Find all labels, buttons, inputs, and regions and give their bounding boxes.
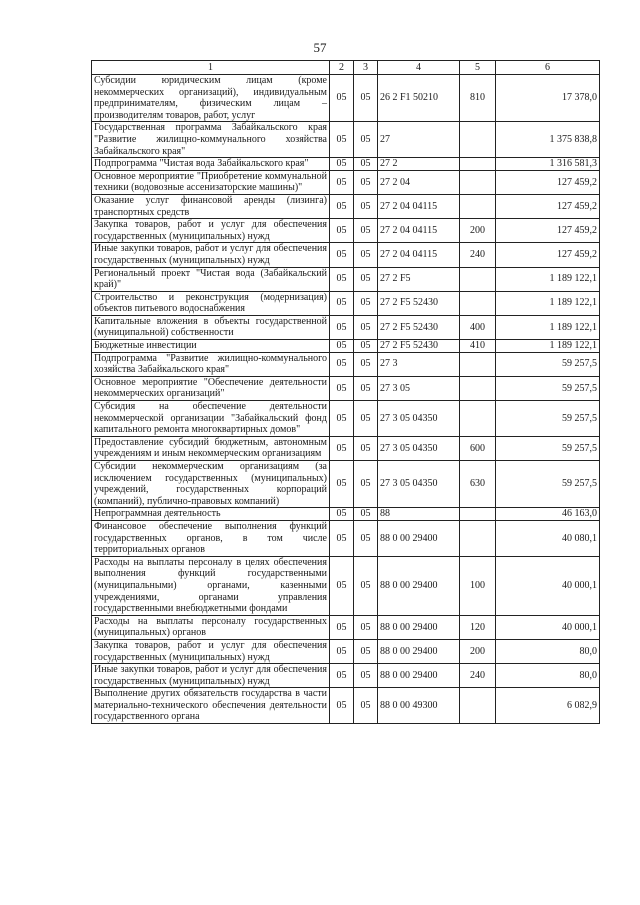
table-body [92, 75, 600, 724]
row-name-cell: Субсидия на обеспечение деятельности некоммерческой организации "Забайкальский фонд капитального ремонта многоквартирных домов" [92, 401, 330, 437]
table-row [92, 688, 600, 724]
row-expense-type-cell: 630 [460, 461, 496, 508]
row-amount-cell: 127 459,2 [496, 194, 600, 218]
row-amount-cell: 6 082,9 [496, 688, 600, 724]
row-name-cell: Подпрограмма "Чистая вода Забайкальского края" [92, 158, 330, 171]
row-target-article-cell: 27 3 05 04350 [378, 461, 460, 508]
row-name-cell: Предоставление субсидий бюджетным, автономным учреждениям и иным некоммерческим организациям [92, 436, 330, 460]
row-section-cell: 05 [330, 219, 354, 243]
row-expense-type-cell: 240 [460, 243, 496, 267]
row-subsection-cell: 05 [354, 291, 378, 315]
header-col-4: 4 [378, 61, 460, 75]
table-row [92, 615, 600, 639]
table-row [92, 556, 600, 615]
page-number: 57 [313, 40, 327, 55]
row-subsection-cell: 05 [354, 615, 378, 639]
row-section-cell: 05 [330, 520, 354, 556]
table-row [92, 75, 600, 122]
row-expense-type-cell [460, 122, 496, 158]
row-amount-cell: 17 378,0 [496, 75, 600, 122]
table-row [92, 376, 600, 400]
row-target-article-cell: 88 0 00 29400 [378, 639, 460, 663]
row-target-article-cell: 27 3 05 04350 [378, 436, 460, 460]
row-target-article-cell: 27 2 04 04115 [378, 219, 460, 243]
row-amount-cell: 46 163,0 [496, 508, 600, 521]
row-expense-type-cell [460, 291, 496, 315]
table-row [92, 291, 600, 315]
row-expense-type-cell: 240 [460, 664, 496, 688]
row-expense-type-cell [460, 194, 496, 218]
row-expense-type-cell: 400 [460, 315, 496, 339]
row-subsection-cell: 05 [354, 508, 378, 521]
row-subsection-cell: 05 [354, 352, 378, 376]
row-expense-type-cell [460, 170, 496, 194]
table-row [92, 352, 600, 376]
row-amount-cell: 1 375 838,8 [496, 122, 600, 158]
row-target-article-cell: 27 3 05 04350 [378, 401, 460, 437]
row-subsection-cell: 05 [354, 267, 378, 291]
row-subsection-cell: 05 [354, 194, 378, 218]
row-expense-type-cell [460, 520, 496, 556]
table-row [92, 401, 600, 437]
row-target-article-cell: 88 0 00 29400 [378, 664, 460, 688]
row-target-article-cell: 88 0 00 29400 [378, 556, 460, 615]
row-target-article-cell: 27 2 04 04115 [378, 194, 460, 218]
row-name-cell: Бюджетные инвестиции [92, 340, 330, 353]
row-name-cell: Капитальные вложения в объекты государственной (муниципальной) собственности [92, 315, 330, 339]
row-subsection-cell: 05 [354, 315, 378, 339]
row-section-cell: 05 [330, 556, 354, 615]
row-expense-type-cell [460, 688, 496, 724]
row-expense-type-cell: 200 [460, 219, 496, 243]
row-subsection-cell: 05 [354, 401, 378, 437]
table-row [92, 639, 600, 663]
row-amount-cell: 1 316 581,3 [496, 158, 600, 171]
row-amount-cell: 1 189 122,1 [496, 315, 600, 339]
row-subsection-cell: 05 [354, 436, 378, 460]
table-header-row [92, 61, 600, 75]
row-expense-type-cell [460, 376, 496, 400]
row-subsection-cell: 05 [354, 556, 378, 615]
row-section-cell: 05 [330, 194, 354, 218]
row-section-cell: 05 [330, 664, 354, 688]
row-target-article-cell: 88 0 00 29400 [378, 615, 460, 639]
row-section-cell: 05 [330, 243, 354, 267]
row-subsection-cell: 05 [354, 461, 378, 508]
row-section-cell: 05 [330, 401, 354, 437]
row-name-cell: Финансовое обеспечение выполнения функций государственных органов, в том числе территориальных органов [92, 520, 330, 556]
row-name-cell: Непрограммная деятельность [92, 508, 330, 521]
row-name-cell: Субсидии юридическим лицам (кроме некоммерческих организаций), индивидуальным предпринимателям, физическим лицам – производителям товаров, работ, услуг [92, 75, 330, 122]
row-expense-type-cell: 100 [460, 556, 496, 615]
row-name-cell: Подпрограмма "Развитие жилищно-коммунального хозяйства Забайкальского края" [92, 352, 330, 376]
table-row [92, 243, 600, 267]
row-amount-cell: 59 257,5 [496, 401, 600, 437]
row-target-article-cell: 27 2 F5 52430 [378, 291, 460, 315]
row-target-article-cell: 88 0 00 49300 [378, 688, 460, 724]
row-amount-cell: 80,0 [496, 639, 600, 663]
row-amount-cell: 80,0 [496, 664, 600, 688]
header-col-1: 1 [92, 61, 330, 75]
table-row [92, 436, 600, 460]
row-amount-cell: 127 459,2 [496, 243, 600, 267]
row-name-cell: Иные закупки товаров, работ и услуг для обеспечения государственных (муниципальных) нужд [92, 664, 330, 688]
budget-table [91, 60, 600, 724]
table-row [92, 170, 600, 194]
row-subsection-cell: 05 [354, 122, 378, 158]
row-amount-cell: 127 459,2 [496, 170, 600, 194]
row-section-cell: 05 [330, 615, 354, 639]
row-section-cell: 05 [330, 122, 354, 158]
table-row [92, 219, 600, 243]
row-name-cell: Строительство и реконструкция (модернизация) объектов питьевого водоснабжения [92, 291, 330, 315]
row-subsection-cell: 05 [354, 219, 378, 243]
row-section-cell: 05 [330, 158, 354, 171]
table-row [92, 194, 600, 218]
row-expense-type-cell [460, 158, 496, 171]
row-target-article-cell: 27 [378, 122, 460, 158]
header-col-6: 6 [496, 61, 600, 75]
row-amount-cell: 40 080,1 [496, 520, 600, 556]
row-subsection-cell: 05 [354, 639, 378, 663]
row-target-article-cell: 26 2 F1 50210 [378, 75, 460, 122]
row-name-cell: Расходы на выплаты персоналу государственных (муниципальных) органов [92, 615, 330, 639]
row-expense-type-cell: 810 [460, 75, 496, 122]
row-name-cell: Закупка товаров, работ и услуг для обеспечения государственных (муниципальных) нужд [92, 219, 330, 243]
row-subsection-cell: 05 [354, 340, 378, 353]
row-name-cell: Выполнение других обязательств государства в части материально-технического обеспечения деятельности государственного органа [92, 688, 330, 724]
row-section-cell: 05 [330, 352, 354, 376]
row-name-cell: Региональный проект "Чистая вода (Забайкальский край)" [92, 267, 330, 291]
row-section-cell: 05 [330, 75, 354, 122]
row-expense-type-cell: 120 [460, 615, 496, 639]
row-target-article-cell: 27 2 [378, 158, 460, 171]
header-col-2: 2 [330, 61, 354, 75]
row-subsection-cell: 05 [354, 688, 378, 724]
row-section-cell: 05 [330, 376, 354, 400]
table-row [92, 340, 600, 353]
table-row [92, 520, 600, 556]
table-row [92, 508, 600, 521]
row-target-article-cell: 27 2 F5 [378, 267, 460, 291]
header-col-5: 5 [460, 61, 496, 75]
row-section-cell: 05 [330, 436, 354, 460]
row-subsection-cell: 05 [354, 376, 378, 400]
row-section-cell: 05 [330, 639, 354, 663]
row-amount-cell: 59 257,5 [496, 461, 600, 508]
row-subsection-cell: 05 [354, 158, 378, 171]
table-row [92, 461, 600, 508]
row-amount-cell: 40 000,1 [496, 556, 600, 615]
row-amount-cell: 40 000,1 [496, 615, 600, 639]
row-section-cell: 05 [330, 688, 354, 724]
row-expense-type-cell: 600 [460, 436, 496, 460]
row-target-article-cell: 27 2 04 04115 [378, 243, 460, 267]
row-subsection-cell: 05 [354, 75, 378, 122]
row-name-cell: Закупка товаров, работ и услуг для обеспечения государственных (муниципальных) нужд [92, 639, 330, 663]
row-expense-type-cell [460, 352, 496, 376]
row-amount-cell: 1 189 122,1 [496, 267, 600, 291]
row-name-cell: Оказание услуг финансовой аренды (лизинга) транспортных средств [92, 194, 330, 218]
row-amount-cell: 59 257,5 [496, 352, 600, 376]
row-section-cell: 05 [330, 267, 354, 291]
row-amount-cell: 1 189 122,1 [496, 340, 600, 353]
row-section-cell: 05 [330, 461, 354, 508]
table-row [92, 315, 600, 339]
row-subsection-cell: 05 [354, 170, 378, 194]
row-subsection-cell: 05 [354, 664, 378, 688]
row-amount-cell: 59 257,5 [496, 436, 600, 460]
row-target-article-cell: 27 2 F5 52430 [378, 315, 460, 339]
row-name-cell: Субсидии некоммерческим организациям (за исключением государственных (муниципальных) учреждений, государственных корпораций (компаний), публично-правовых компаний) [92, 461, 330, 508]
row-subsection-cell: 05 [354, 243, 378, 267]
table-row [92, 122, 600, 158]
row-section-cell: 05 [330, 315, 354, 339]
row-expense-type-cell: 410 [460, 340, 496, 353]
row-section-cell: 05 [330, 508, 354, 521]
row-section-cell: 05 [330, 340, 354, 353]
row-amount-cell: 59 257,5 [496, 376, 600, 400]
table-row [92, 664, 600, 688]
row-section-cell: 05 [330, 170, 354, 194]
row-name-cell: Иные закупки товаров, работ и услуг для обеспечения государственных (муниципальных) нужд [92, 243, 330, 267]
row-target-article-cell: 88 [378, 508, 460, 521]
row-target-article-cell: 27 3 05 [378, 376, 460, 400]
row-expense-type-cell [460, 401, 496, 437]
row-target-article-cell: 27 2 F5 52430 [378, 340, 460, 353]
row-name-cell: Основное мероприятие "Обеспечение деятельности некоммерческих организаций" [92, 376, 330, 400]
row-name-cell: Государственная программа Забайкальского края "Развитие жилищно-коммунального хозяйства Забайкальского края" [92, 122, 330, 158]
table-row [92, 267, 600, 291]
row-target-article-cell: 27 3 [378, 352, 460, 376]
row-amount-cell: 127 459,2 [496, 219, 600, 243]
row-name-cell: Основное мероприятие "Приобретение коммунальной техники (водовозные ассенизаторские машины)" [92, 170, 330, 194]
row-target-article-cell: 88 0 00 29400 [378, 520, 460, 556]
row-target-article-cell: 27 2 04 [378, 170, 460, 194]
header-col-3: 3 [354, 61, 378, 75]
row-amount-cell: 1 189 122,1 [496, 291, 600, 315]
row-name-cell: Расходы на выплаты персоналу в целях обеспечения выполнения функций государственными (муниципальными) органами, казенными учреждениями, органами управления государственными внебюджетными фондами [92, 556, 330, 615]
row-subsection-cell: 05 [354, 520, 378, 556]
row-section-cell: 05 [330, 291, 354, 315]
row-expense-type-cell [460, 267, 496, 291]
row-expense-type-cell: 200 [460, 639, 496, 663]
table-row [92, 158, 600, 171]
row-expense-type-cell [460, 508, 496, 521]
